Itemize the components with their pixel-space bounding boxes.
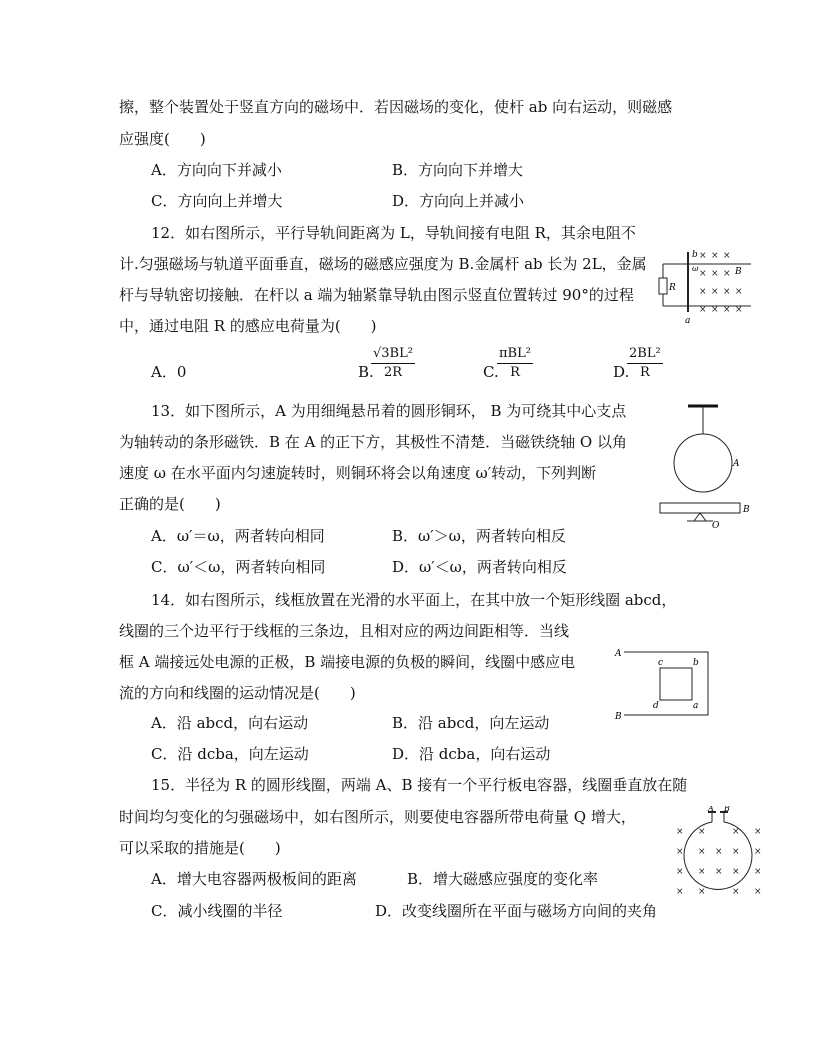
q14-option-b: B．沿 abcd，向左运动	[392, 714, 550, 732]
q12-option-d-fraction	[627, 345, 663, 382]
q12-mark: ×	[711, 305, 719, 315]
q12-option-c-fraction	[497, 345, 533, 382]
q15-figure	[670, 806, 766, 900]
q12-option-b-numerator: √3BL²	[371, 345, 415, 364]
q15-mark: ×	[715, 847, 723, 857]
q11-option-b: B．方向向下并增大	[392, 161, 524, 179]
q15-mark: ×	[676, 867, 684, 877]
q15-mark: ×	[676, 887, 684, 897]
q11-stem-line1: 擦，整个装置处于竖直方向的磁场中．若因磁场的变化，使杆 ab 向右运动，则磁感	[119, 98, 673, 116]
q13-figure	[655, 400, 755, 532]
q13-option-a: A．ω′＝ω，两者转向相同	[151, 527, 325, 545]
q14-label-a: a	[693, 701, 699, 711]
q12-field-marks	[699, 251, 743, 315]
q15-label-a: A	[708, 806, 714, 813]
q15-label-b: B	[724, 806, 730, 813]
q14-square-coil	[660, 668, 692, 700]
q12-figure	[655, 248, 755, 326]
q14-label-b: b	[693, 658, 699, 668]
q12-mark: ×	[723, 251, 731, 261]
q12-label-omega: ω	[692, 264, 699, 273]
q15-mark: ×	[732, 847, 740, 857]
q12-mark: ×	[735, 287, 743, 297]
q14-figure	[612, 644, 716, 722]
q13-label-ring: A	[733, 459, 740, 469]
q14-option-d: D．沿 dcba，向右运动	[392, 745, 551, 763]
q14-label-c: c	[658, 658, 664, 668]
q11-option-a: A．方向向下并减小	[151, 161, 282, 179]
q15-option-d: D．改变线圈所在平面与磁场方向间的夹角	[375, 902, 658, 920]
q12-mark: ×	[723, 287, 731, 297]
q15-stem-line2: 时间均匀变化的匀强磁场中，如右图所示，则要使电容器所带电荷量 Q 增大，	[119, 808, 636, 826]
q13-stem-line4: 正确的是( )	[119, 495, 221, 513]
q14-stem-line4: 流的方向和线圈的运动情况是( )	[119, 684, 356, 702]
q13-label-axis: O	[712, 521, 720, 531]
q13-option-b: B．ω′＞ω，两者转向相反	[392, 527, 566, 545]
q14-label-d: d	[653, 701, 659, 711]
q14-stem-line2: 线圈的三个边平行于线框的三条边，且相对应的两边间距相等．当线	[119, 622, 570, 640]
q12-option-c-numerator: πBL²	[497, 345, 533, 364]
q15-mark: ×	[754, 867, 762, 877]
q12-mark: ×	[723, 269, 731, 279]
q15-mark: ×	[732, 827, 740, 837]
q12-mark: ×	[735, 305, 743, 315]
q12-label-a-end: a	[685, 316, 691, 326]
q12-mark: ×	[699, 305, 707, 315]
q12-resistor	[659, 278, 667, 294]
q12-stem-line1: 12．如右图所示，平行导轨间距离为 L，导轨间接有电阻 R，其余电阻不	[151, 224, 636, 242]
q12-stem-line2: 计.匀强磁场与轨道平面垂直，磁场的磁感应强度为 B.金属杆 ab 长为 2L，金属	[119, 255, 647, 273]
q12-stem-line3: 杆与导轨密切接触．在杆以 a 端为轴紧靠导轨由图示竖直位置转过 90°的过程	[119, 286, 634, 304]
q12-option-c-prefix: C.	[483, 363, 499, 381]
q15-mark: ×	[715, 867, 723, 877]
q13-option-d: D．ω′＜ω，两者转向相反	[392, 558, 567, 576]
q12-mark: ×	[711, 287, 719, 297]
q12-option-b-fraction	[371, 345, 415, 382]
q12-option-d-numerator: 2BL²	[627, 345, 663, 364]
q12-mark: ×	[723, 305, 731, 315]
q15-mark: ×	[698, 827, 706, 837]
q14-label-terminal-b: B	[615, 712, 622, 722]
q12-option-c-denominator: R	[510, 365, 520, 380]
q13-stem-line3: 速度 ω 在水平面内匀速旋转时，则铜环将会以角速度 ω′转动，下列判断	[119, 464, 597, 482]
q13-option-c: C．ω′＜ω，两者转向相同	[151, 558, 326, 576]
q12-option-d-denominator: R	[639, 365, 650, 380]
q11-stem-line2: 应强度( )	[119, 130, 206, 148]
q15-option-b: B．增大磁感应强度的变化率	[407, 870, 599, 888]
q15-stem-line1: 15．半径为 R 的圆形线圈，两端 A、B 接有一个平行板电容器，线圈垂直放在随	[151, 776, 688, 794]
q13-label-magnet: B	[743, 505, 750, 515]
q14-stem-line1: 14．如右图所示，线框放置在光滑的水平面上，在其中放一个矩形线圈 abcd，	[151, 591, 677, 609]
q14-option-a: A．沿 abcd，向右运动	[151, 714, 309, 732]
q14-option-c: C．沿 dcba，向左运动	[151, 745, 309, 763]
q15-option-c: C．减小线圈的半径	[151, 902, 283, 920]
q12-label-b-end: b	[692, 250, 698, 260]
q12-mark: ×	[699, 269, 707, 279]
q15-mark: ×	[698, 867, 706, 877]
q14-stem-line3: 框 A 端接远处电源的正极，B 端接电源的负极的瞬间，线圈中感应电	[119, 653, 576, 671]
q13-stem-line2: 为轴转动的条形磁铁．B 在 A 的正下方，其极性不清楚．当磁铁绕轴 O 以角	[119, 433, 627, 451]
q12-mark: ×	[699, 251, 707, 261]
q14-label-terminal-a: A	[615, 649, 622, 659]
q12-mark: ×	[699, 287, 707, 297]
q12-option-b-denominator: 2R	[383, 365, 402, 380]
q15-mark: ×	[676, 847, 684, 857]
q15-stem-line3: 可以采取的措施是( )	[119, 839, 281, 857]
q15-mark: ×	[754, 887, 762, 897]
q12-option-b-prefix: B.	[358, 363, 374, 381]
q13-bar-magnet	[660, 503, 740, 513]
q15-mark: ×	[754, 847, 762, 857]
q11-option-d: D．方向向上并减小	[392, 192, 525, 210]
q13-pivot	[694, 513, 706, 521]
q12-mark: ×	[711, 251, 719, 261]
q12-stem-line4: 中，通过电阻 R 的感应电荷量为( )	[119, 317, 377, 335]
q12-mark: ×	[711, 269, 719, 279]
q15-mark: ×	[732, 867, 740, 877]
q15-mark: ×	[754, 827, 762, 837]
q12-label-field: B	[735, 267, 742, 277]
q15-mark: ×	[676, 827, 684, 837]
q11-option-c: C．方向向上并增大	[151, 192, 283, 210]
q15-mark: ×	[698, 847, 706, 857]
q15-mark: ×	[732, 887, 740, 897]
q15-option-a: A．增大电容器两极板间的距离	[151, 870, 357, 888]
q12-option-a: A．0	[151, 363, 187, 381]
q12-label-r: R	[669, 283, 676, 293]
q12-option-d-prefix: D.	[613, 363, 630, 381]
q13-stem-line1: 13．如下图所示，A 为用细绳悬吊着的圆形铜环， B 为可绕其中心支点	[151, 402, 627, 420]
q15-mark: ×	[698, 887, 706, 897]
q13-copper-ring	[674, 434, 732, 492]
